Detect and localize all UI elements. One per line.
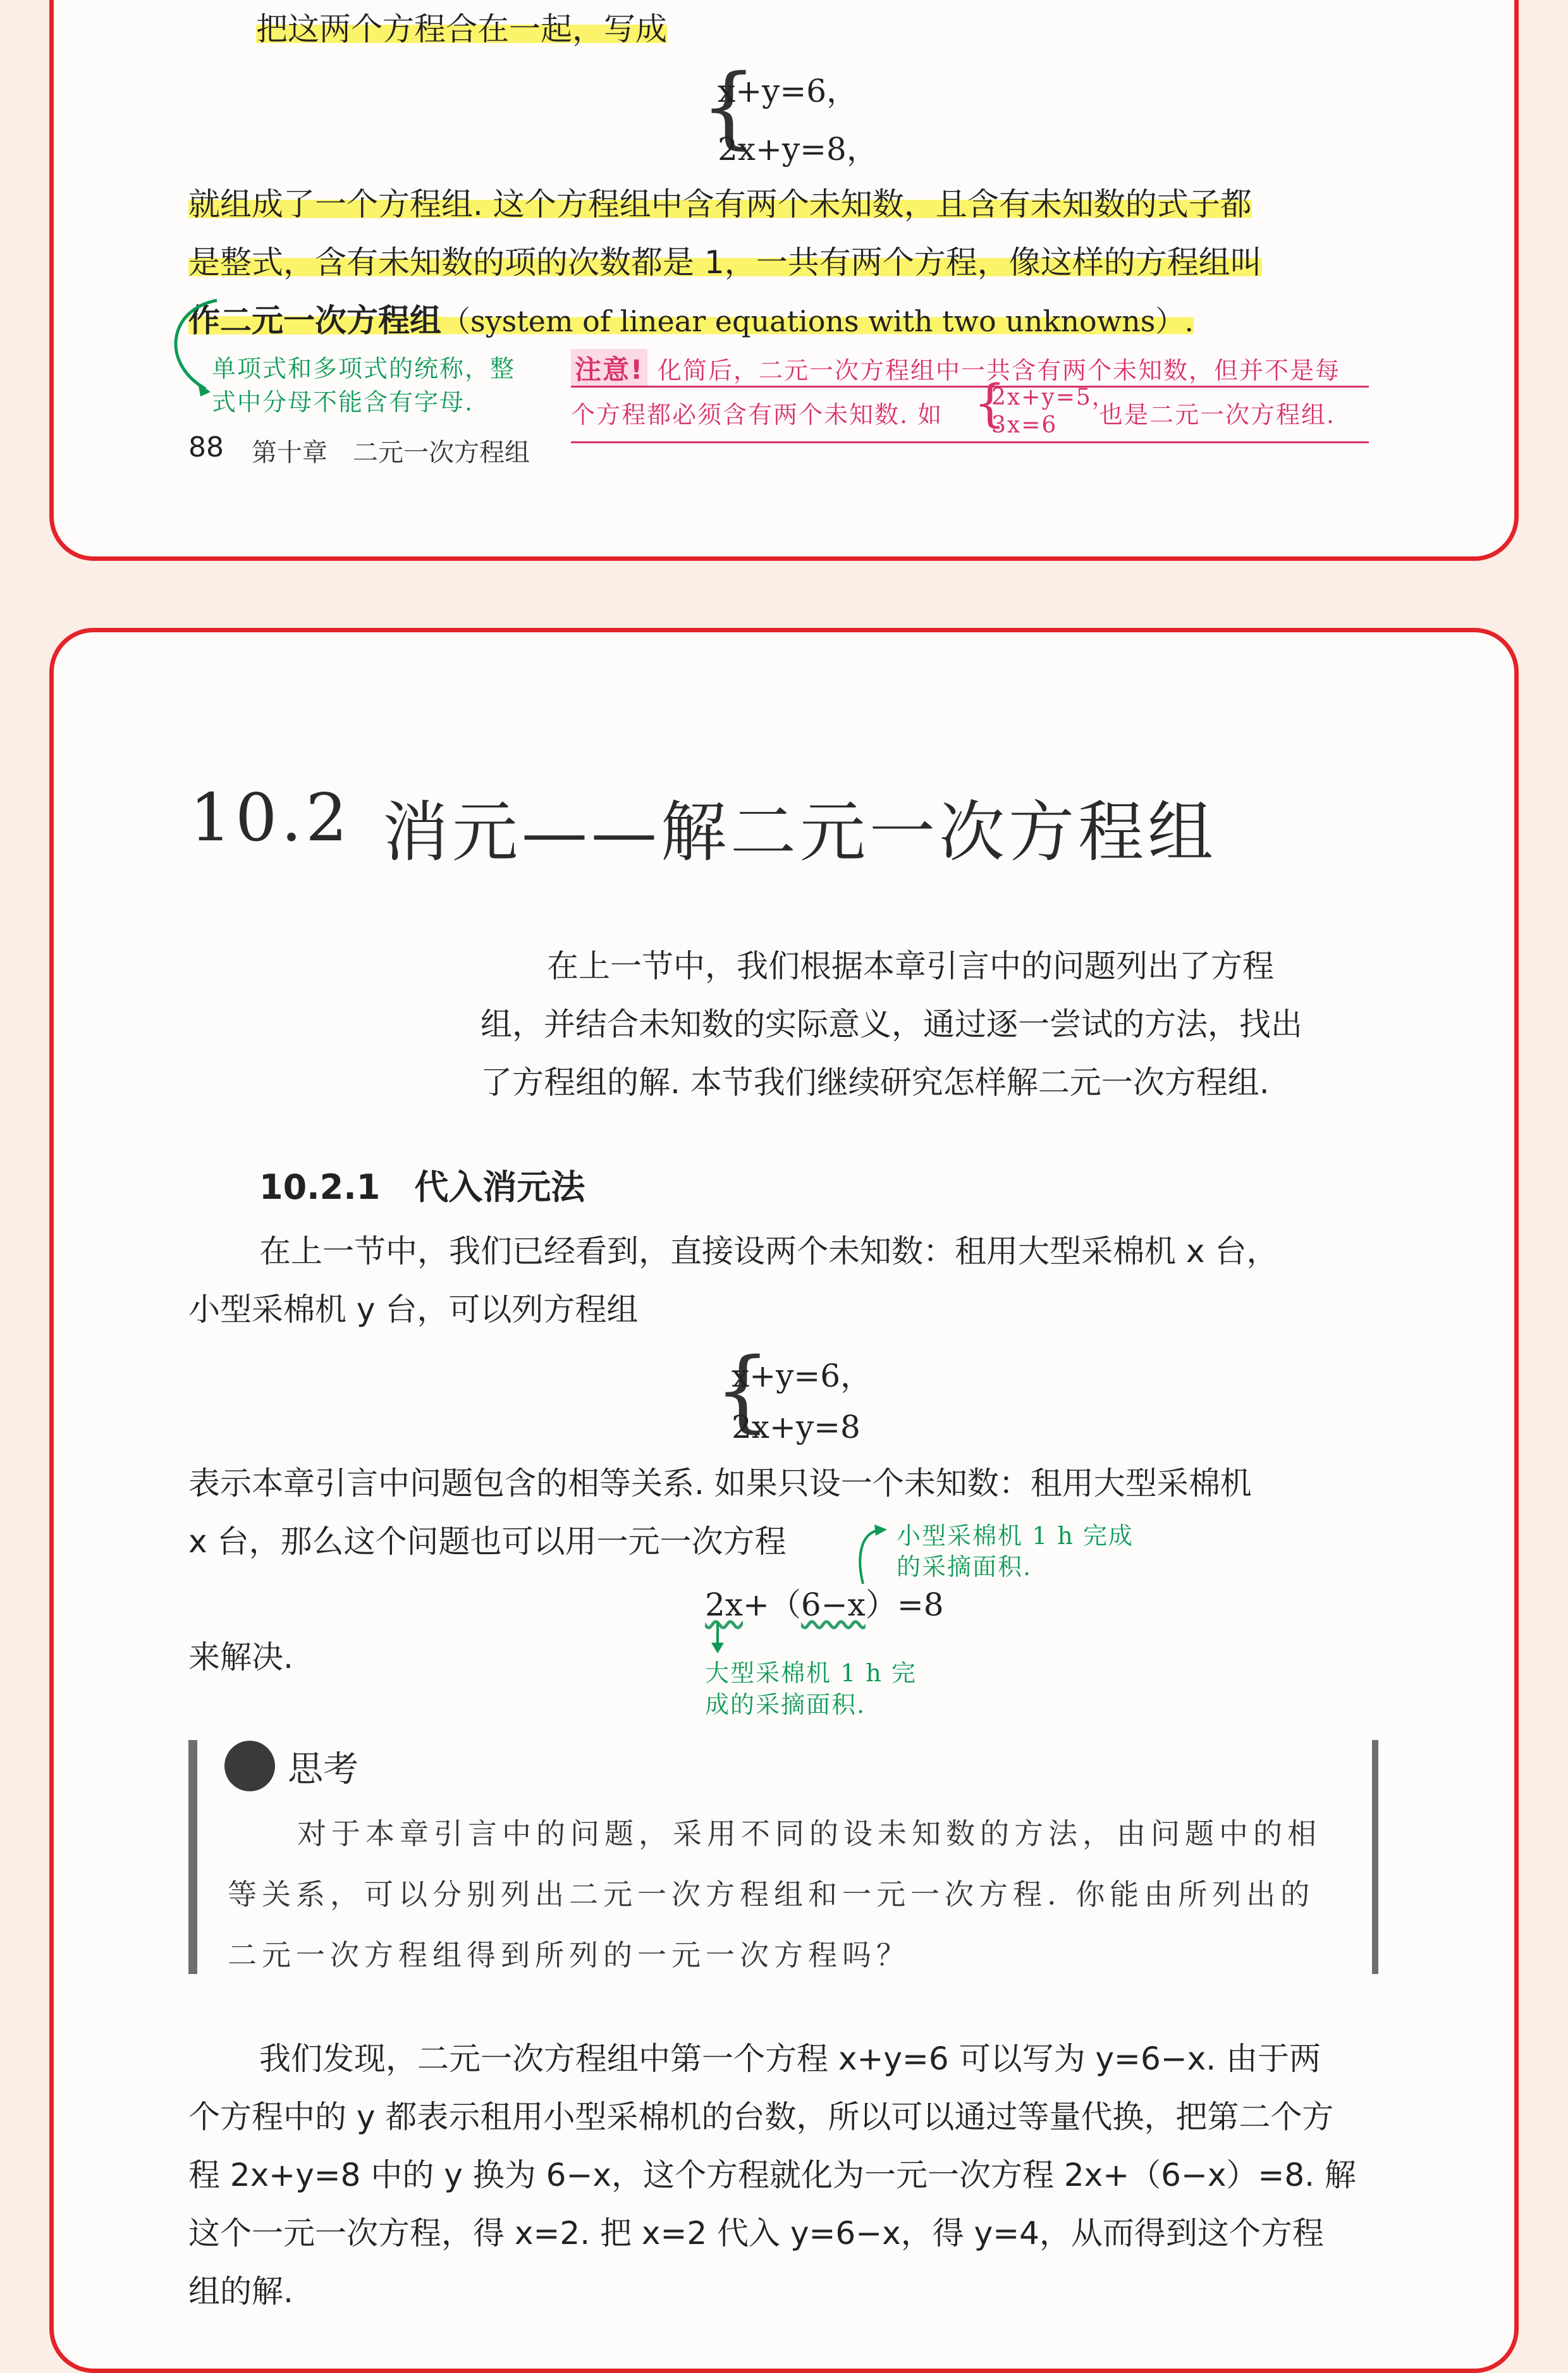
intro-line: 把这两个方程合在一起，写成	[256, 11, 667, 47]
system-eq-2: 2x+y=8，	[718, 131, 878, 168]
large-picker-arrow-icon	[708, 1619, 727, 1657]
side-note-line-1: 单项式和多项式的统称，整	[212, 355, 516, 383]
equation-6-minus-x: 6−x	[800, 1586, 866, 1623]
system-eq-1: x+y=6，	[718, 73, 859, 109]
attention-line-1: 化简后，二元一次方程组中一共含有两个未知数，但并不是每	[658, 357, 1341, 384]
attention-line-2a: 个方程都必须含有两个未知数. 如	[571, 401, 943, 429]
lead-line-2: 组，并结合未知数的实际意义，通过逐一尝试的方法，找出	[481, 1006, 1302, 1043]
paragraph-3-line-2: 个方程中的 y 都表示租用小型采棉机的台数，所以可以通过等量代换，把第二个方	[188, 2099, 1334, 2135]
attention-label: 注意!	[571, 349, 647, 387]
paragraph-1-line-1: 在上一节中，我们已经看到，直接设两个未知数：租用大型采棉机 x 台，	[259, 1233, 1278, 1270]
solve-line: 来解决.	[188, 1639, 293, 1676]
definition-english: （system of linear equations with two unknowns）.	[441, 304, 1194, 338]
attention-eq-1: 2x+y=5，	[991, 384, 1116, 410]
paragraph-1-line-2: 小型采棉机 y 台，可以列方程组	[188, 1291, 639, 1328]
lead-line-3: 了方程组的解. 本节我们继续研究怎样解二元一次方程组.	[481, 1064, 1270, 1101]
paragraph-2-line-1: 表示本章引言中问题包含的相等关系. 如果只设一个未知数：租用大型采棉机	[188, 1465, 1252, 1502]
lead-line-1: 在上一节中，我们根据本章引言中的问题列出了方程	[547, 948, 1274, 984]
think-line-1: 对于本章引言中的问题，采用不同的设未知数的方法，由问题中的相	[297, 1817, 1321, 1851]
section-title: 消元——解二元一次方程组	[383, 794, 1218, 871]
system-brace-2: {	[714, 1339, 771, 1442]
attention-eq-2: 3x=6	[991, 412, 1058, 438]
think-line-2: 等关系，可以分别列出二元一次方程组和一元一次方程. 你能由所列出的	[228, 1877, 1315, 1911]
section-number: 10.2	[190, 779, 352, 856]
note-large-picker-1: 大型采棉机 1 h 完	[705, 1659, 917, 1687]
page-number: 88	[188, 431, 224, 463]
think-line-3: 二元一次方程组得到所列的一元一次方程吗？	[228, 1938, 910, 1972]
paragraph-3-line-4: 这个一元一次方程，得 x=2. 把 x=2 代入 y=6−x，得 y=4，从而得到这个方程	[188, 2215, 1324, 2252]
definition-term-line	[188, 291, 1194, 350]
side-note-line-2: 式中分母不能含有字母.	[212, 388, 474, 416]
think-bullet-icon	[224, 1741, 275, 1791]
think-title: 思考	[288, 1749, 358, 1790]
chapter-footer: 第十章 二元一次方程组	[252, 438, 530, 467]
single-equation	[705, 1579, 944, 1625]
subsection-title: 10.2.1 代入消元法	[259, 1167, 585, 1207]
think-box-right-bar	[1372, 1740, 1378, 1974]
attention-rule-2	[571, 441, 1369, 443]
system-brace: {	[701, 56, 757, 159]
definition-term: 作二元一次方程组	[188, 302, 441, 339]
definition-line-1: 就组成了一个方程组. 这个方程组中含有两个未知数，且含有未知数的式子都	[188, 186, 1252, 223]
equation-plus: +（	[743, 1586, 801, 1623]
attention-line-2b: 也是二元一次方程组.	[1099, 401, 1336, 429]
paragraph-2-line-2: x 台，那么这个问题也可以用一元一次方程	[188, 1523, 787, 1560]
note-small-picker-1: 小型采棉机 1 h 完成	[897, 1522, 1134, 1550]
attention-rule-1	[571, 386, 1369, 388]
system2-eq-2: 2x+y=8	[732, 1409, 861, 1445]
system2-eq-1: x+y=6，	[732, 1358, 873, 1394]
note-large-picker-2: 成的采摘面积.	[705, 1691, 866, 1719]
think-box-left-bar	[188, 1740, 197, 1974]
equation-2x: 2x	[705, 1586, 744, 1623]
definition-line-2: 是整式，含有未知数的项的次数都是 1，一共有两个方程，像这样的方程组叫	[188, 244, 1262, 281]
paragraph-3-line-5: 组的解.	[188, 2273, 293, 2310]
attention-brace: {	[974, 374, 1006, 432]
paragraph-3-line-3: 程 2x+y=8 中的 y 换为 6−x，这个方程就化为一元一次方程 2x+（6−x）=8. 解	[188, 2157, 1356, 2193]
paragraph-3-line-1: 我们发现，二元一次方程组中第一个方程 x+y=6 可以写为 y=6−x. 由于两	[259, 2040, 1321, 2077]
note-small-picker-2: 的采摘面积.	[897, 1553, 1032, 1581]
equation-end: ）=8	[865, 1586, 944, 1623]
